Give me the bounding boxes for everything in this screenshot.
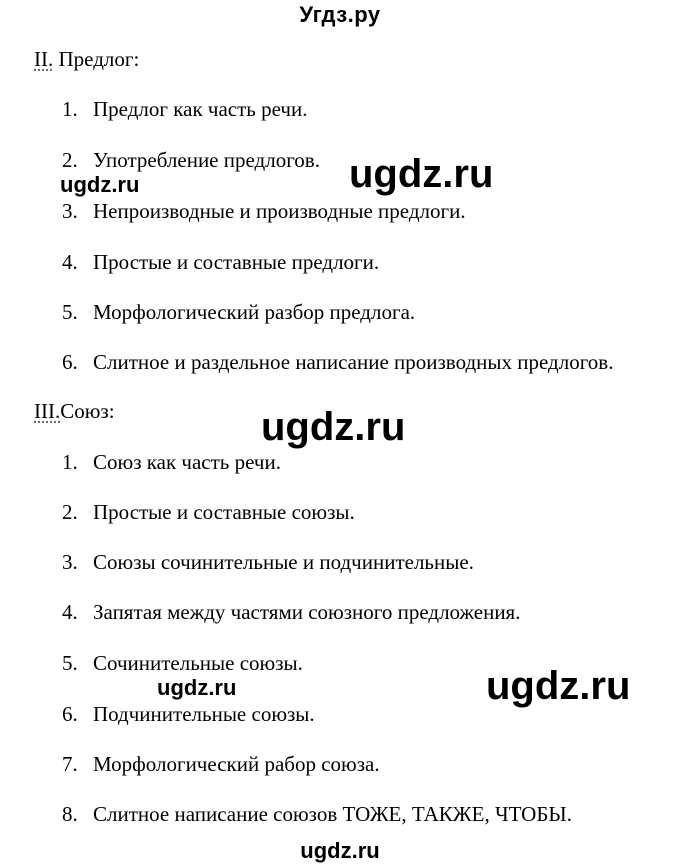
list-item	[62, 199, 466, 224]
watermark: ugdz.ru	[261, 405, 406, 449]
section-number: II.	[34, 47, 54, 71]
item-text: Союзы сочинительные и подчинительные.	[93, 550, 474, 574]
item-number: 6.	[62, 350, 78, 374]
item-number: 5.	[62, 651, 78, 675]
item-text: Сочинительные союзы.	[93, 651, 303, 675]
section-heading-conjunctions	[34, 399, 115, 424]
list-item	[62, 752, 380, 777]
item-number: 7.	[62, 752, 78, 776]
list-item	[62, 702, 315, 727]
item-number: 3.	[62, 550, 78, 574]
item-text: Морфологический разбор предлога.	[93, 300, 416, 324]
item-text: Простые и составные предлоги.	[93, 250, 380, 274]
item-number: 3.	[62, 199, 78, 223]
list-item	[62, 500, 355, 525]
section-heading-prepositions	[34, 47, 139, 72]
list-item	[62, 550, 474, 575]
item-text: Слитное и раздельное написание производных предлогов.	[93, 350, 614, 374]
item-number: 1.	[62, 97, 78, 121]
item-text: Предлог как часть речи.	[93, 97, 308, 121]
list-item	[62, 651, 303, 676]
item-number: 2.	[62, 148, 78, 172]
section-number: III.	[34, 399, 61, 423]
list-item	[62, 802, 572, 827]
list-item	[62, 97, 307, 122]
item-text: Употребление предлогов.	[93, 148, 320, 172]
watermark: ugdz.ru	[157, 675, 237, 700]
item-text: Простые и составные союзы.	[93, 500, 355, 524]
item-number: 5.	[62, 300, 78, 324]
list-item	[62, 300, 415, 325]
item-number: 1.	[62, 450, 78, 474]
item-text: Непроизводные и производные предлоги.	[93, 199, 466, 223]
list-item	[62, 250, 379, 275]
watermark: ugdz.ru	[349, 152, 494, 196]
item-number: 4.	[62, 250, 78, 274]
item-text: Запятая между частями союзного предложения.	[93, 600, 521, 624]
item-number: 6.	[62, 702, 78, 726]
watermark: ugdz.ru	[60, 172, 140, 197]
site-footer: ugdz.ru	[300, 838, 380, 863]
list-item	[62, 350, 613, 375]
item-number: 2.	[62, 500, 78, 524]
list-item	[62, 600, 520, 625]
section-title: Предлог:	[53, 47, 140, 71]
watermark: ugdz.ru	[486, 664, 631, 708]
item-number: 8.	[62, 802, 78, 826]
list-item	[62, 450, 281, 475]
site-title: Угдз.ру	[299, 2, 381, 27]
item-number: 4.	[62, 600, 78, 624]
section-title: Союз:	[60, 399, 115, 423]
list-item	[62, 148, 320, 173]
item-text: Подчинительные союзы.	[93, 702, 315, 726]
item-text: Союз как часть речи.	[93, 450, 281, 474]
item-text: Морфологический рабор союза.	[93, 752, 380, 776]
item-text: Слитное написание союзов ТОЖЕ, ТАКЖЕ, ЧТОБЫ.	[93, 802, 572, 826]
